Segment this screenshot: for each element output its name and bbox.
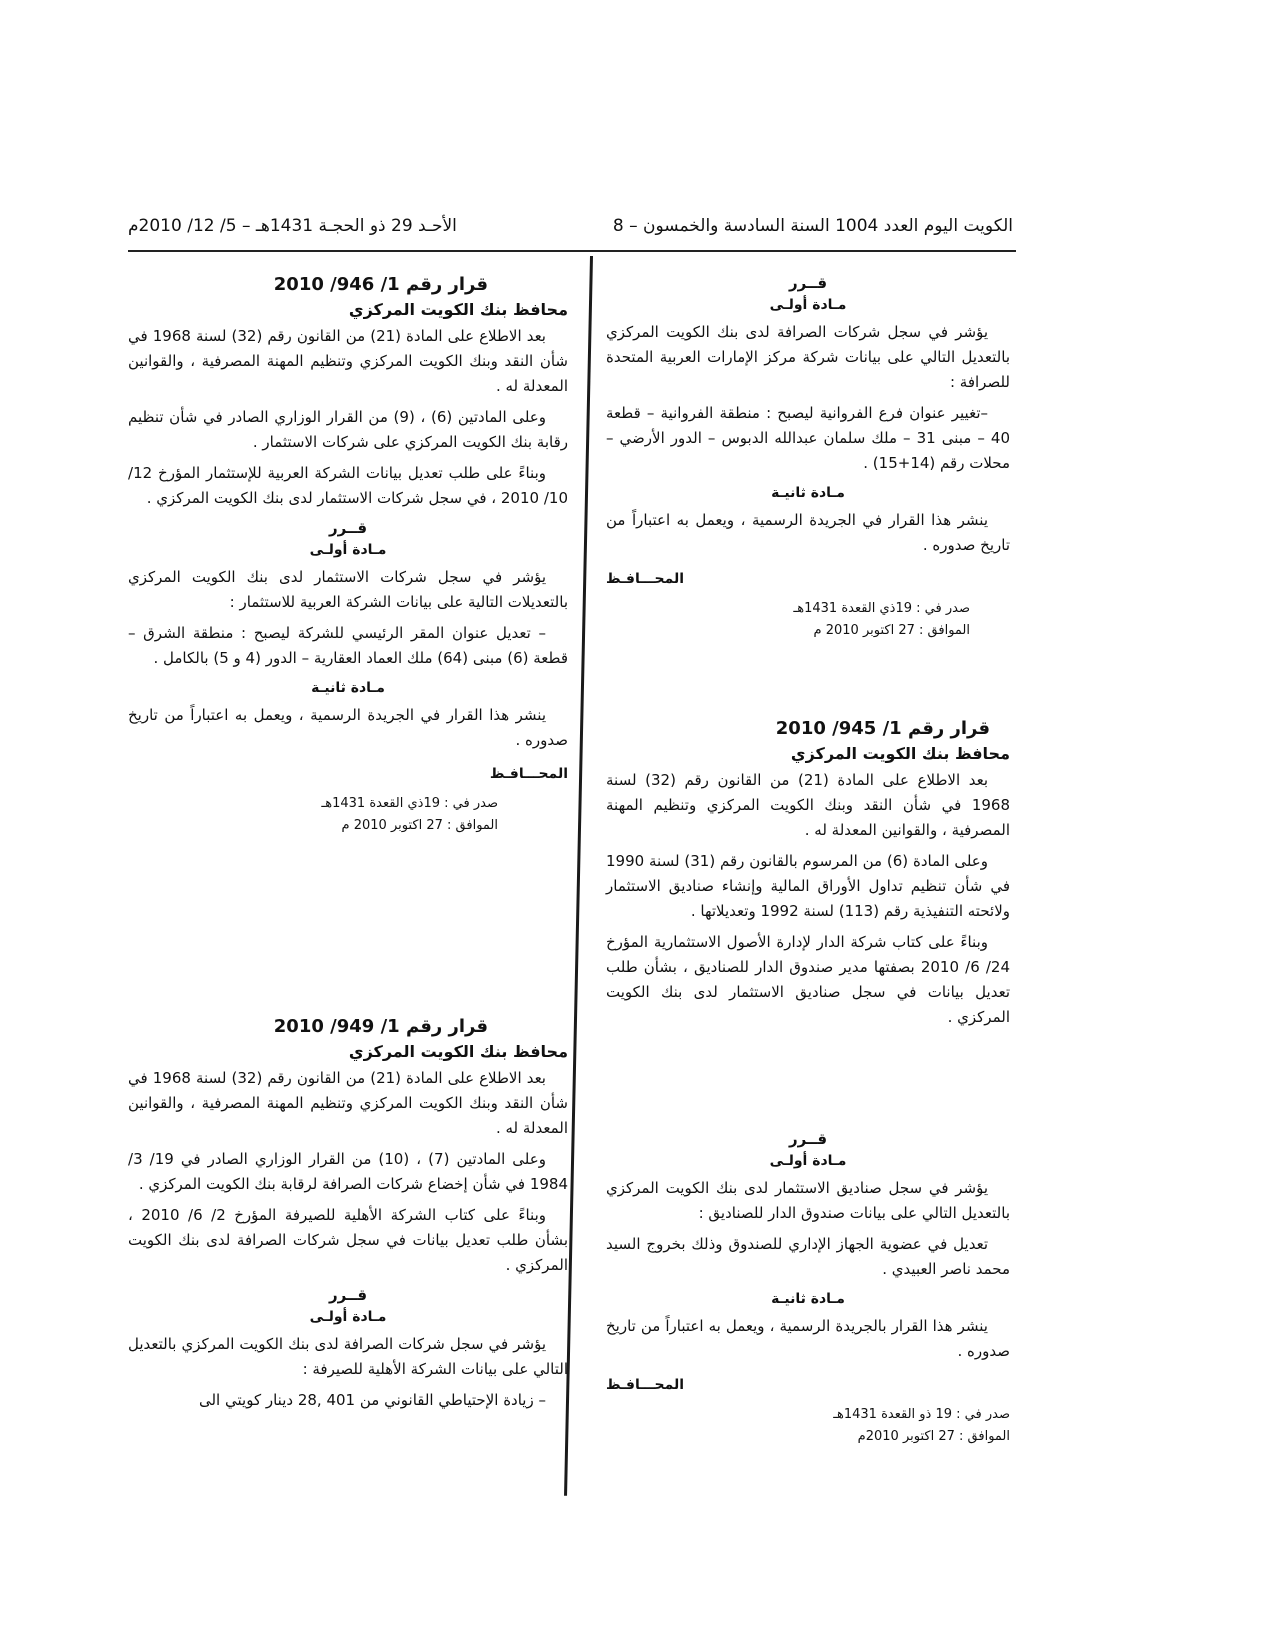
decision-949 [128,1014,568,1419]
article-two-heading: مـادة ثانيـة [771,485,845,501]
article-two-text: ينشر هذا القرار بالجريدة الرسمية ، ويعمل به اعتباراً من تاريخ صدوره . [606,1317,1010,1360]
page-header-date: الأحـد 29 ذو الحجـة 1431هـ – 5/ 12/ 2010م [128,216,457,236]
decision-945-subtitle: محافظ بنك الكويت المركزي [790,744,1010,763]
corresponding-date: الموافق : 27 اكتوبر 2010 م [341,818,498,833]
page-header-issue: الكويت اليوم العدد 1004 السنة السادسة والخمسون – 8 [612,216,1013,236]
decision-945-para-2: وعلى المادة (6) من المرسوم بالقانون رقم (31) لسنة 1990 في شأن تنظيم تداول الأوراق المالية وإنشاء صناديق الاستثمار ولائحته التنفيذية رقم (113) لسنة 1992 وتعديلاتها . [606,852,1010,920]
decision-949-subtitle: محافظ بنك الكويت المركزي [348,1042,568,1061]
column-divider [564,256,593,1496]
article-one-heading: مـادة أولـى [309,1309,387,1325]
decision-945-ruling [606,1122,1010,1448]
decision-949-para-1: بعد الاطلاع على المادة (21) من القانون رقم (32) لسنة 1968 في شأن النقد وبنك الكويت المركزي وتنظيم المهنة المصرفية ، والقوانين المعدلة له . [128,1069,568,1137]
decision-946-para-3: وبناءً على طلب تعديل بيانات الشركة العربية للإستثمار المؤرخ 12/ 10/ 2010 ، في سجل شركات الاستثمار لدى بنك الكويت المركزي . [128,464,568,507]
decides-heading: قــرر [328,519,368,537]
governor-signature: المحـــافـظ [606,571,685,587]
issued-on: صدر في : 19ذي القعدة 1431هـ [793,601,970,616]
article-one-text: يؤشر في سجل شركات الصرافة لدى بنك الكويت المركزي بالتعديل التالي على بيانات شركة مركز الإمارات العربية المتحدة للصرافة : [606,323,1010,391]
article-one-text: يؤشر في سجل صناديق الاستثمار لدى بنك الكويت المركزي بالتعديل التالي على بيانات صندوق الدار للصناديق : [606,1179,1010,1222]
article-two-text: ينشر هذا القرار في الجريدة الرسمية ، ويعمل به اعتباراً من تاريخ صدوره . [128,706,568,749]
decision-949-para-2: وعلى المادتين (7) ، (10) من القرار الوزاري الصادر في 19/ 3/ 1984 في شأن إخضاع شركات الصرافة لرقابة بنك الكويت المركزي . [128,1150,568,1193]
article-one-text: يؤشر في سجل شركات الاستثمار لدى بنك الكويت المركزي بالتعديلات التالية على بيانات الشركة العربية للاستثمار : [128,568,568,611]
article-one-item: –تغيير عنوان فرع الفروانية ليصبح : منطقة الفروانية – قطعة 40 – مبنى 31 – ملك سلمان عبدالله الدبوس – الدور الأرضي – محلات رقم (14+15) . [606,404,1010,472]
decision-949-title: قرار رقم 1/ 949/ 2010 [273,1016,488,1037]
article-one-heading: مـادة أولـى [309,542,387,558]
decision-945-title: قرار رقم 1/ 945/ 2010 [775,718,990,739]
article-one-item: – تعديل عنوان المقر الرئيسي للشركة ليصبح : منطقة الشرق – قطعة (6) مبنى (64) ملك العماد العقارية – الدور (4 و 5) بالكامل . [128,624,568,667]
corresponding-date: الموافق : 27 اكتوبر 2010 م [813,623,970,638]
article-one-item: – زيادة الإحتياطي القانوني من 401 ,28 دينار كويتي الى [198,1391,546,1409]
decides-heading: قــرر [788,1130,828,1148]
decides-heading: قــرر [788,274,828,292]
decision-949-para-3: وبناءً على كتاب الشركة الأهلية للصيرفة المؤرخ 2/ 6/ 2010 ، بشأن طلب تعديل بيانات في سجل شركات الصرافة لدى بنك الكويت المركزي . [128,1206,568,1274]
article-two-heading: مـادة ثانيـة [311,680,385,696]
decision-946-title: قرار رقم 1/ 946/ 2010 [273,274,488,295]
decision-946 [128,272,568,837]
decision-945-para-3: وبناءً على كتاب شركة الدار لإدارة الأصول الاستثمارية المؤرخ 24/ 6/ 2010 بصفتها مدير صندوق الدار للصناديق ، بشأن طلب تعديل بيانات في سجل صناديق الاستثمار لدى بنك الكويت المركزي . [606,933,1011,1026]
decision-945-para-1: بعد الاطلاع على المادة (21) من القانون رقم (32) لسنة 1968 في شأن النقد وبنك الكويت المركزي وتنظيم المهنة المصرفية ، والقوانين المعدلة له . [606,771,1010,839]
article-two-heading: مـادة ثانيـة [771,1291,845,1307]
corresponding-date: الموافق : 27 اكتوبر 2010م [857,1429,1010,1444]
issued-on: صدر في : 19ذي القعدة 1431هـ [321,796,498,811]
issue-date-block [128,793,568,837]
header-divider [128,250,1016,252]
article-one-item: تعديل في عضوية الجهاز الإداري للصندوق وذلك بخروج السيد محمد ناصر العبيدي . [606,1235,1010,1278]
article-one-heading: مـادة أولـى [769,297,847,313]
decision-946-para-2: وعلى المادتين (6) ، (9) من القرار الوزاري الصادر في شأن تنظيم رقابة بنك الكويت المركزي على شركات الاستثمار . [128,408,568,451]
governor-signature: المحـــافـظ [606,1377,685,1393]
governor-signature: المحـــافـظ [489,766,568,782]
issued-on: صدر في : 19 ذو القعدة 1431هـ [833,1407,1010,1422]
decides-heading: قــرر [328,1286,368,1304]
article-two-text: ينشر هذا القرار في الجريدة الرسمية ، ويعمل به اعتباراً من تاريخ صدوره . [606,511,1010,554]
article-one-text: يؤشر في سجل شركات الصرافة لدى بنك الكويت المركزي بالتعديل التالي على بيانات الشركة الأهلية للصيرفة : [128,1335,568,1378]
decision-946-para-1: بعد الاطلاع على المادة (21) من القانون رقم (32) لسنة 1968 في شأن النقد وبنك الكويت المركزي وتنظيم المهنة المصرفية ، والقوانين المعدلة له . [128,327,568,395]
decision-946-subtitle: محافظ بنك الكويت المركزي [348,300,568,319]
decision-continuation [606,266,1010,642]
article-one-heading: مـادة أولـى [769,1153,847,1169]
decision-945 [606,716,1010,1036]
issue-date-block [606,598,1010,642]
issue-date-block [606,1404,1010,1448]
